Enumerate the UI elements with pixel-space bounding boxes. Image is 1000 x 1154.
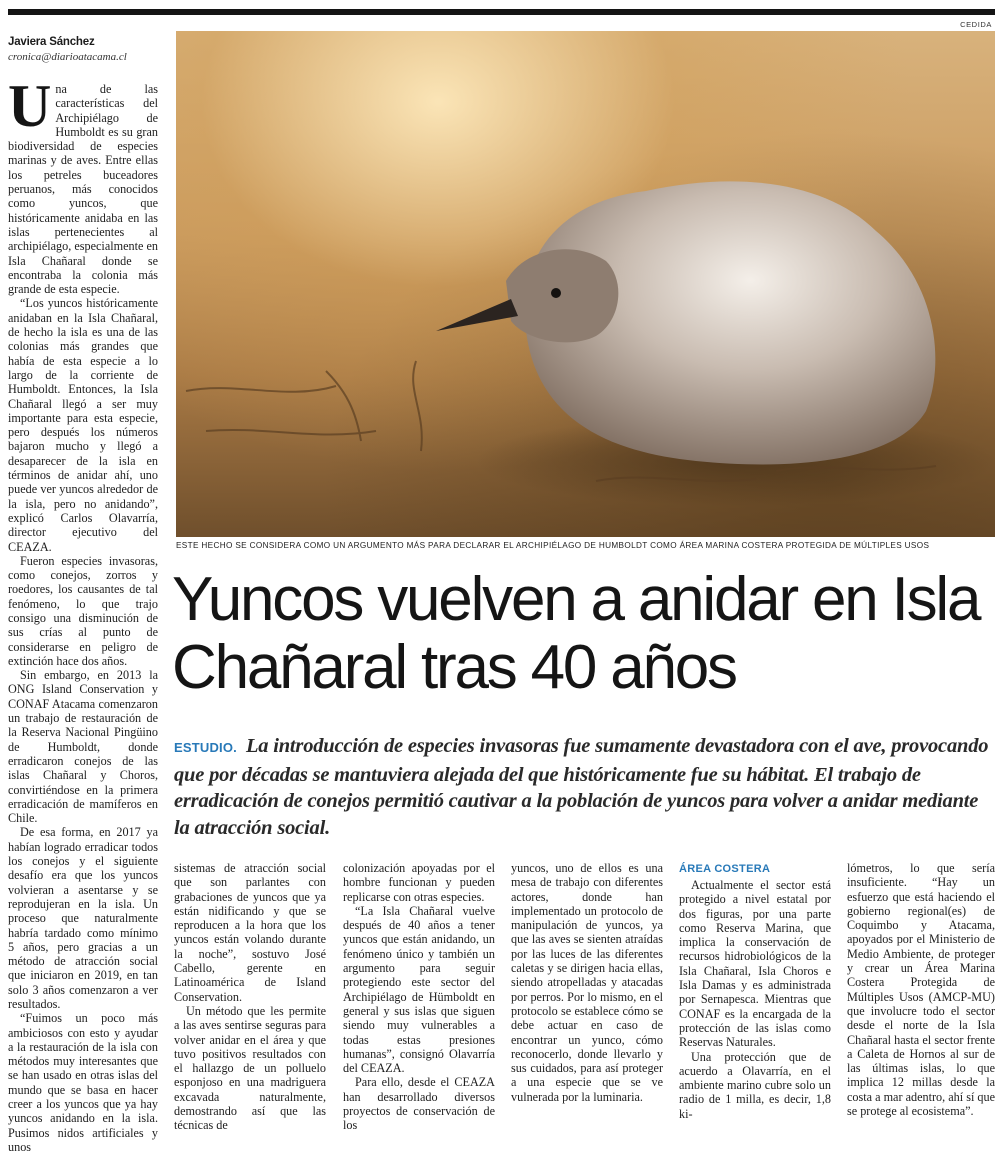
paragraph: “Fuimos un poco más ambiciosos con esto y ayudar a la restauración de la isla con métodos muy interesantes que se han usado en otras islas del mundo que se basa en hacer creer a los yuncos que ya hay yuncos anidando en la isla. Pusimos nidos artificiales y unos [8, 1011, 158, 1154]
paragraph: Fueron especies invasoras, como conejos, zorros y roedores, los causantes de tal fenómeno, lo que trajo consigo una disminución de sus crías al punto de considerarse en peligro de extinción hace dos años. [8, 553, 158, 668]
photo-caption: ESTE HECHO SE CONSIDERA COMO UN ARGUMENTO MÁS PARA DECLARAR EL ARCHIPIÉLAGO DE HUMBOLDT COMO ÁREA MARINA COSTERA PROTEGIDA DE MÚLTIPLES USOS [176, 541, 930, 550]
author-email[interactable]: cronica@diarioatacama.cl [8, 51, 127, 63]
lead-text: La introducción de especies invasoras fue sumamente devastadora con el ave, provocando que por décadas se mantuviera alejada del que históricamente fue su hábitat. El trabajo de erradicación de conejos permitió cautivar a la población de yuncos para volver a anidar mediante la atracción social. [174, 735, 989, 839]
photo-credit: CEDIDA [960, 20, 992, 29]
paragraph: lómetros, lo que sería insuficiente. “Hay un esfuerzo que está haciendo el gobierno regional(es) de Coquimbo y Atacama, apoyados por el Ministerio de Medio Ambiente, de proteger y crear un Área Marina Costera Protegida de Múltiples Usos (AMCP-MU) que involucre todo el sector desde el norte de la Isla Chañaral hasta el sector frente a Caleta de Hornos al sur de las últimas islas, lo que implica 12 millas desde la costa a mar adentro, ahí sí que se protege al ecosistema”. [847, 861, 995, 1119]
chick-photo [176, 31, 995, 537]
paragraph: Sin embargo, en 2013 la ONG Island Conservation y CONAF Atacama comenzaron un trabajo de restauración de la Reserva Nacional Pingüino de Humboldt, donde erradicaron conejos de las islas Chañaral y Choros, convirtiéndose en la primera erradicación de mamíferos en Chile. [8, 668, 158, 826]
section-subhead: ÁREA COSTERA [679, 863, 771, 875]
column-3 [343, 861, 495, 1133]
yunco-chick-illustration [176, 31, 995, 537]
drop-cap: U [8, 73, 52, 139]
headline: Yuncos vuelven a anidar en Isla Chañaral tras 40 años [172, 565, 980, 702]
paragraph: Una protección que de acuerdo a Olavarría, en el ambiente marino cubre solo un radio de 1 milla, es decir, 1,8 ki- [679, 1049, 831, 1121]
column-4 [511, 861, 663, 1104]
column-1 [8, 73, 158, 1154]
lead-paragraph [174, 733, 998, 841]
paragraph: Actualmente el sector está protegido a nivel estatal por dos figuras, por una parte como Reserva Marina, que implica la conservación de recursos hidrobiológicos de la Isla Chañaral, Isla Choros e Isla Damas y es administrada por Sernapesca. Mientras que CONAF es la encargada de la protección de las islas como Reservas Naturales. [679, 878, 831, 1050]
paragraph: De esa forma, en 2017 ya habían logrado erradicar todos los conejos y el siguiente desafío era que los yuncos volvieran a asentarse y se reprodujeran en la isla. Un proceso que naturalmente habría tardado como mínimo 5 años, pero gracias a un método de atracción social que iniciaron en 2019, en tan solo 3 años comenzaron a ver resultados. [8, 825, 158, 1011]
byline [8, 36, 168, 63]
column-5 [679, 862, 831, 1121]
author-name: Javiera Sánchez [8, 36, 95, 48]
paragraph: yuncos, uno de ellos es una mesa de trabajo con diferentes actores, donde han implementado un protocolo de manipulación de yuncos, ya que las aves se sienten atraídas por las luces de las diferentes caletas y se dirigen hacia ellas, siendo atropelladas y atacadas por perros. Por lo mismo, en el protocolo se establece cómo se debe actuar en caso de encontrar un yunco, cómo reconocerlo, donde llevarlo y sus cuidados, para así proteger a una especie que se ve vulnerada por la luminaria. [511, 861, 663, 1104]
paragraph: Una de las características del Archipiélago de Humboldt es su gran biodiversidad de especies marinas y de aves. Entre ellas los petreles buceadores peruanos, más conocidos como yuncos, que históricamente anidaba en las islas pertenecientes al archipiélago, especialmente en Isla Chañaral donde se encontraba la colonia más grande de esta especie. [8, 73, 158, 297]
column-2 [174, 861, 326, 1133]
top-rule [8, 9, 995, 15]
paragraph: Para ello, desde el CEAZA han desarrollado diversos proyectos de conservación de los [343, 1075, 495, 1133]
paragraph: Un método que les permite a las aves sentirse seguras para volver anidar en el área y que tuvo positivos resultados con el hallazgo de un polluelo esponjoso en una madriguera excavada naturalmente, demostrando así que las técnicas de [174, 1003, 326, 1133]
column-6 [847, 861, 995, 1118]
lead-label: ESTUDIO. [174, 740, 237, 755]
paragraph: “Los yuncos históricamente anidaban en la Isla Chañaral, de hecho la isla es una de las colonias más grandes que había de esta especie a lo largo de la corriente de Humboldt. Entonces, la Isla Chañaral llegó a ser muy importante para esta especie, pero después los números bajaron mucho y llegó a desaparecer de la isla en términos de anidar ahí, uno puede ver yuncos alrededor de la isla, pero no anidando”, explicó Carlos Olavarría, director ejecutivo del CEAZA. [8, 296, 158, 554]
paragraph: colonización apoyadas por el hombre funcionan y pueden replicarse con otras especies. [343, 861, 495, 904]
paragraph: “La Isla Chañaral vuelve después de 40 años a tener yuncos que están anidando, un fenómeno único y también un argumento para seguir protegiendo este sector del Archipiélago de Hümboldt en general y sus islas que siguen siendo muy vulnerables a todas estas presiones humanas”, consignó Olavarría del CEAZA. [343, 903, 495, 1076]
paragraph: sistemas de atracción social que son parlantes con grabaciones de yuncos que ya están nidificando y que se reproducen a la hora que los yuncos están volando durante la noche”, sostuvo José Cabello, gerente en Latinoamérica de Island Conservation. [174, 861, 326, 1004]
